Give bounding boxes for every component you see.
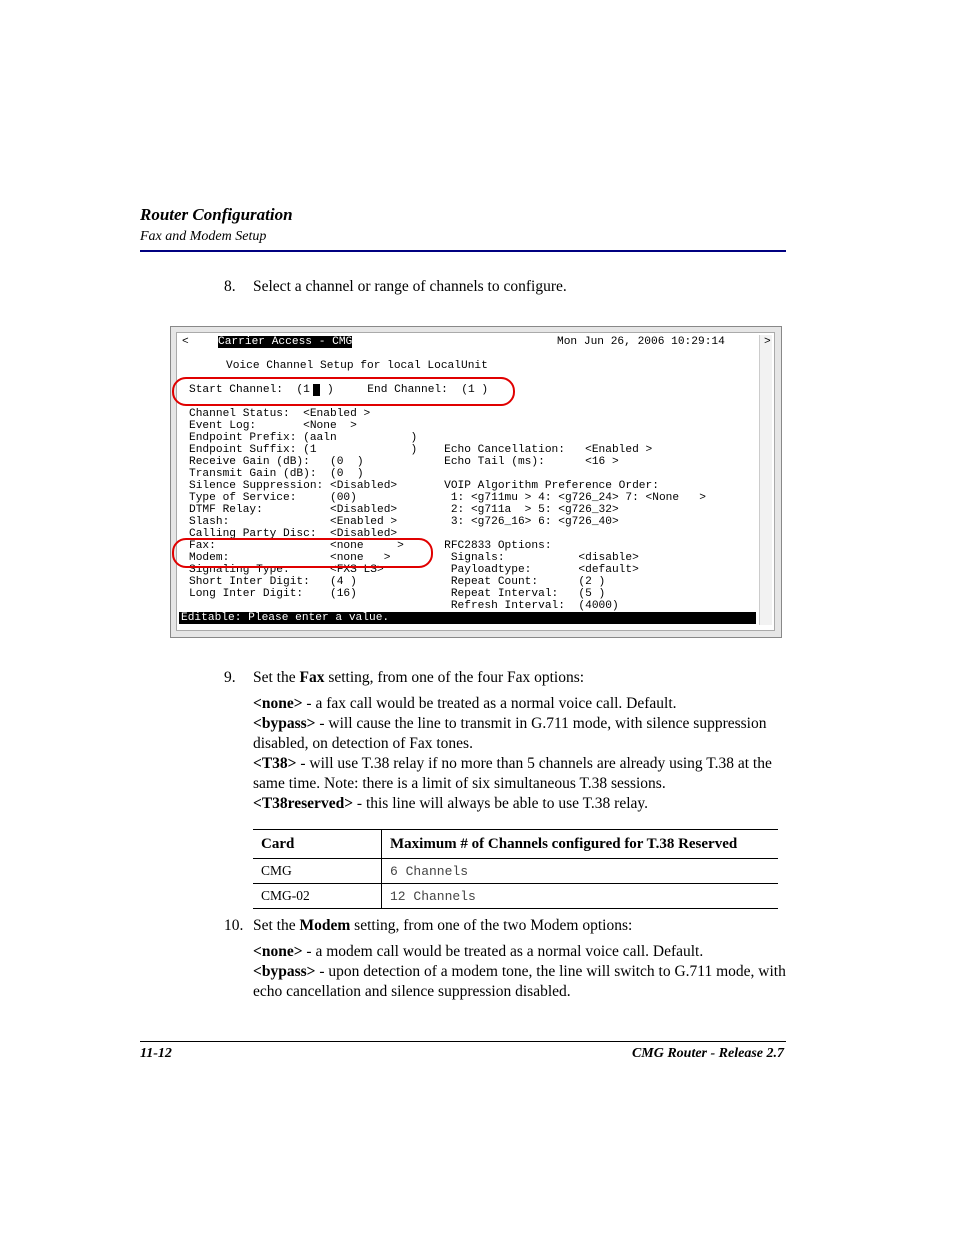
highlight-channel-range: [172, 377, 515, 406]
step-number: 10.: [224, 917, 244, 934]
terminal-line-silence: Silence Suppression: <Disabled> VOIP Algorithm Preference Order:: [189, 480, 659, 492]
terminal-line-modem[interactable]: Modem: <none > Signals: <disable>: [189, 552, 639, 564]
terminal-status-bar: [179, 612, 756, 624]
terminal-line-slash: Slash: <Enabled > 3: <g726_16> 6: <g726_40>: [189, 516, 619, 528]
terminal-line-calling-party: Calling Party Disc: <Disabled>: [189, 528, 398, 540]
footer-title: CMG Router - Release 2.7: [631, 1046, 784, 1061]
option-key: <T38>: [253, 755, 297, 772]
highlight-fax-modem: [172, 538, 433, 568]
terminal-line-refresh: Refresh Interval: (4000): [189, 600, 619, 612]
table-header-card: Card: [253, 830, 382, 859]
step-9: [0, 668, 954, 818]
terminal-line-long-digit: Long Inter Digit: (16) Repeat Interval: (5 ): [189, 588, 606, 600]
terminal-line-event-log: Event Log: <None >: [189, 420, 357, 432]
step-number: 8.: [224, 278, 236, 295]
step-10: [0, 916, 954, 1006]
option-key: <bypass>: [253, 715, 316, 732]
step-text: Select a channel or range of channels to configure.: [253, 278, 567, 295]
terminal-line-signaling: Signaling Type: <FXS LS> Payloadtype: <default>: [189, 564, 639, 576]
option-key: <T38reserved>: [253, 795, 354, 812]
terminal-start-channel[interactable]: Start Channel: (1: [189, 384, 310, 396]
terminal-window: [176, 332, 775, 631]
terminal-screen-title: Voice Channel Setup for local LocalUnit: [226, 360, 488, 372]
terminal-app-title: Carrier Access - CMG: [218, 336, 353, 348]
step-number: 9.: [224, 669, 236, 686]
terminal-status-text: Editable: Please enter a value.: [181, 612, 390, 624]
terminal-line-transmit-gain: Transmit Gain (dB): (0 ): [189, 468, 364, 480]
step-body: Set the Modem setting, from one of the two Modem options: <none> - a modem call would be treated as a normal voice call. Default. <bypass> - upon detection of a modem tone, the line will switch to G.711 mode, with echo cancellation and silence suppression disabled.: [253, 917, 786, 1000]
table-cell: 6 Channels: [382, 859, 779, 884]
page-header-subtitle: Fax and Modem Setup: [140, 229, 267, 244]
terminal-line-receive-gain: Receive Gain (dB): (0 ) Echo Tail (ms): <16 >: [189, 456, 619, 468]
page-number: 11-12: [140, 1046, 172, 1061]
terminal-scrollbar: [759, 335, 772, 625]
table-header-max: Maximum # of Channels configured for T.38 Reserved: [382, 830, 779, 859]
table-cell: CMG-02: [253, 884, 382, 909]
terminal-line-short-digit: Short Inter Digit: (4 ) Repeat Count: (2 ): [189, 576, 606, 588]
terminal-line-dtmf: DTMF Relay: <Disabled> 2: <g711a > 5: <g726_32>: [189, 504, 619, 516]
terminal-line-channel-status: Channel Status: <Enabled >: [189, 408, 371, 420]
step-body: Set the Fax setting, from one of the four Fax options: <none> - a fax call would be treated as a normal voice call. Default. <bypass> - will cause the line to transmit in G.711 mode, with silence suppression disabled, on detection of Fax tones. <T38> - will use T.38 relay if no more than 5 channels are already using T.38 at the same time. Note: there is a limit of six simultaneous T.38 sessions. <T38reserved> - this line will always be able to use T.38 relay.: [253, 669, 772, 812]
table-cell: 12 Channels: [382, 884, 779, 909]
footer-rule: [140, 1041, 786, 1042]
terminal-line-endpoint-suffix: Endpoint Suffix: (1 ) Echo Cancellation: <Enabled >: [189, 444, 653, 456]
terminal-nav-left: <: [182, 336, 189, 348]
t38-reserved-table: [253, 829, 778, 909]
terminal-nav-right: >: [764, 336, 771, 348]
header-rule: [140, 250, 786, 252]
page-header-title: Router Configuration: [140, 205, 293, 224]
terminal-line-tos: Type of Service: (00) 1: <g711mu > 4: <g726_24> 7: <None >: [189, 492, 706, 504]
table-cell: CMG: [253, 859, 382, 884]
terminal-line-endpoint-prefix: Endpoint Prefix: (aaln ): [189, 432, 418, 444]
table-row: [253, 859, 778, 884]
option-key: <none>: [253, 695, 303, 712]
option-key: <none>: [253, 943, 303, 960]
option-key: <bypass>: [253, 963, 316, 980]
table-row: [253, 884, 778, 909]
terminal-end-channel[interactable]: ) End Channel: (1 ): [327, 384, 489, 396]
terminal-datetime: Mon Jun 26, 2006 10:29:14: [557, 336, 725, 348]
step-8: [0, 277, 954, 299]
terminal-line-fax[interactable]: Fax: <none > RFC2833 Options:: [189, 540, 552, 552]
